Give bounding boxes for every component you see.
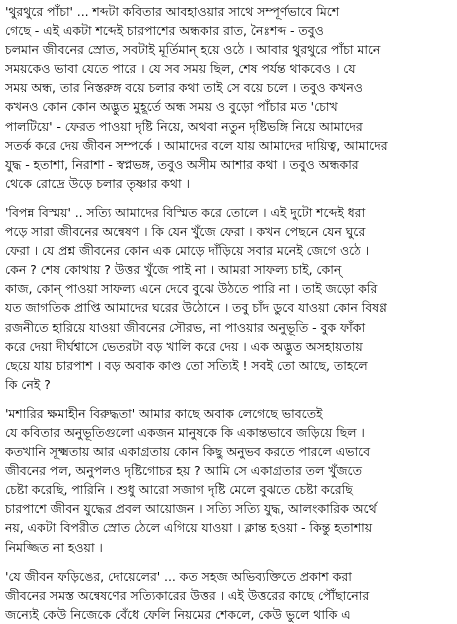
text-line: যত জাগতিক প্রাপ্তি আমাদের ঘরের উঠোনে । তবু চাঁদ ডুবে যাওয়া কোন বিষণ্ণ: [5, 300, 387, 316]
text-line: পালটিয়ে' - ফেরত পাওয়া দৃষ্টি নিয়ে, অথবা নতুন দৃষ্টিভঙ্গি নিয়ে আমাদের: [5, 118, 363, 134]
text-line: সময়কেও ভাবা যেতে পারে । যে সব সময় ছিল, শেষ পর্যন্ত থাকবেও । যে: [5, 61, 356, 77]
text-line: চারপাশে জীবন যুদ্ধের প্রবল আয়োজন । সত্যি সত্যি যুদ্ধ, আলংকারিক অর্থে: [5, 501, 377, 517]
text-line: কতখানি সূক্ষ্মতায় আর একাগ্রতায় কোন কিছু অনুভব করতে পারলে এভাবে: [5, 444, 371, 460]
text-line: যুদ্ধ - হতাশা, নিরাশা - স্বপ্নভঙ্গ, তবুও অসীম আশার কথা । তবুও অন্ধকার: [5, 156, 359, 172]
paragraph-2: [5, 203, 453, 394]
text-line: গেছে - এই একটা শব্দেই চারপাশের অন্ধকার রাত, নৈঃশব্দ - তবুও: [5, 23, 324, 39]
text-line: চলমান জীবনের স্রোত, সবটাই মূর্তিমান্ হয়ে ওঠে । আবার থুরথুরে পাঁচা মানে: [5, 42, 381, 58]
paragraph-gap: [5, 193, 453, 203]
text-line: কাজ, কোন্ পাওয়া সাফল্য এনে দেবে বুঝে উঠতে পারি না । তাই জড়ো করি: [5, 281, 378, 297]
paragraph-gap: [5, 557, 453, 567]
text-line: 'বিপন্ন বিস্ময়' .. সত্যি আমাদের বিস্মিত করে তোলে । এই দুটো শব্দেই ধরা: [5, 204, 366, 220]
text-line: সতর্ক করে দেয় জীবন সম্পর্কে । আমাদের বলে যায় আমাদের দায়িত্ব, আমাদের: [5, 137, 388, 153]
paragraph-gap: [5, 394, 453, 404]
text-line: সময় অন্ধ, তার নিস্তরুঙ্গ বয়ে চলার কথা তাই সে বয়ে চলে । তবুও কখনও: [5, 80, 363, 96]
text-line: নিমজ্জিত না হওয়া ।: [5, 539, 103, 555]
text-line: 'থুরথুরে পাঁচা' ... শব্দটা কবিতার আবহাওয়ার সাথে সম্পূর্ণভাবে মিশে: [5, 4, 340, 19]
text-line: চেষ্টা করেছি, পারিনি । শুধু আরো সজাগ দৃষ্টি মেলে বুঝতে চেষ্টা করেছি: [5, 482, 353, 498]
text-line: জীবনের সমস্ত অন্বেষণের সত্যিকারের উত্তর । এই উত্তরের কাছে পৌঁছানোর: [5, 587, 370, 603]
text-line: করে দেয়া দীর্ঘশ্বাসে ভেতরটা বড় খালি করে দেয় । এক অদ্ভুত অসহায়তায়: [5, 338, 363, 354]
text-line: থেকে রোদ্রে উড়ে চলার তৃষ্ণার কথা ।: [5, 175, 190, 191]
text-line: ফেরা । যে প্রশ্ন জীবনের কোন এক মোড়ে দাঁড়িয়ে সবার মনেই জেগে ওঠে ।: [5, 243, 370, 259]
text-line: রজনীতে হারিয়ে যাওয়া জীবনের সৌরভ, না পাওয়ার অনুভূতি - বুক ফাঁকা: [5, 319, 366, 335]
paragraph-1: [5, 2, 453, 193]
text-line: যে কবিতার অনুভূতিগুলো একজন মানুষকে কি একান্তভাবে জড়িয়ে ছিল ।: [5, 424, 365, 440]
text-line: পড়ে সারা জীবনের অন্বেষণ । কি যেন খুঁজে ফেরা । কখন পেছনে যেন ঘুরে: [5, 224, 366, 240]
text-line: 'মশারির ক্ষমাহীন বিরুদ্ধতা' আমার কাছে অবাক লেগেছে ভাবতেই: [5, 405, 323, 421]
text-line: কি নেই ?: [5, 376, 51, 392]
text-line: জীবনের পল, অনুপলও দৃষ্টিগোচর হয় ? আমি সে একাগ্রতার তল খুঁজতে: [5, 463, 362, 479]
text-line: নয়, একটা বিপরীত স্রোত ঠেলে এগিয়ে যাওয়া । ক্লান্ত হওয়া - কিন্তু হতাশায়: [5, 520, 373, 536]
text-line: 'যে জীবন ফড়িঙের, দোয়েলের' ... কত সহজ অভিব্যক্তিতে প্রকাশ করা: [5, 568, 352, 584]
paragraph-4: [5, 567, 453, 624]
paragraph-3: [5, 404, 453, 557]
text-line: জন্যেই কেউ নিজেকে বেঁধে ফেলি নিয়মের শেকলে, কেউ ভুলে থাকি এ: [5, 606, 351, 622]
text-line: কেন ? শেষ কোথায় ? উত্তর খুঁজে পাই না । আমরা সাফল্য চাই, কোন্: [5, 262, 342, 278]
text-line: ছেয়ে যায় চারপাশ । বড় অবাক কাণ্ড তো সত্যিই ! সবই তো আছে, তাহলে: [5, 357, 368, 373]
text-line: কখনও কোন কোন অদ্ভুত মুহূর্তে অন্ধ সময় ও বুড়ো পাঁচার মত 'চোখ: [5, 99, 338, 115]
